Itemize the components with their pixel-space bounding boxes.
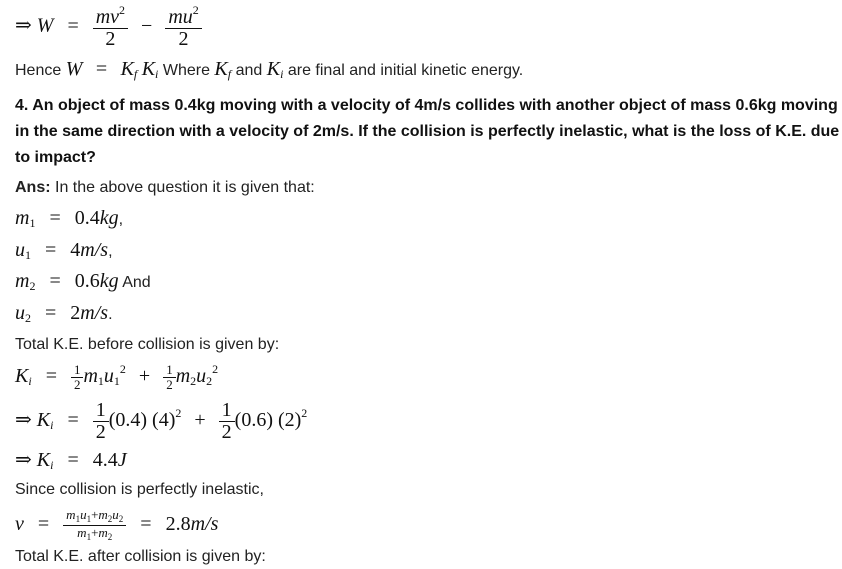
ke-after-label: Total K.E. after collision is given by: bbox=[15, 548, 266, 565]
ke-before-substitution: ⇒ $K_i$ = $\frac{1}{2}$ (0.4) $(4)^2$ + $\frac{1}{2}$ (0.6) $(2)^2$ bbox=[15, 399, 308, 443]
ke-before-result: ⇒ $K_i = 4.4J$ bbox=[15, 449, 127, 472]
given-u1: $u_1 = 4m/s$, bbox=[15, 239, 113, 262]
fraction-mv2: $\frac{mv^2}{2}$ bbox=[93, 4, 128, 50]
fraction-mu2: $\frac{mu^2}{2}$ bbox=[165, 4, 201, 50]
inelastic-label: Since collision is perfectly inelastic, bbox=[15, 481, 264, 498]
ke-before-formula: $K_i$ = $\frac{1}{2}$ $m_1u_1^2$ + $\frac{1}{2}$ $m_2u_2^2$ bbox=[15, 361, 219, 392]
work-equation: ⇒ W = $\frac{mv^2}{2}$ − $\frac{mu^2}{2}$ bbox=[15, 4, 202, 50]
velocity-formula: v = $\frac{m_1u_1+m_2u_2}{m_1+m_2}$ = 2.8m/s bbox=[15, 507, 219, 542]
given-m2: $m_2 = 0.6kg$ And bbox=[15, 270, 151, 293]
question-4: 4. An object of mass 0.4kg moving with a velocity of 4m/s collides with another object of mass 0.6kg moving in the same direction with a velocity of 2m/s. If the collision is perfectly inelastic, what is the loss of K.E. due to impact? bbox=[15, 97, 840, 166]
half-fraction: $\frac{1}{2}$ bbox=[219, 400, 235, 443]
given-m1: $m_1 = 0.4kg$, bbox=[15, 207, 124, 230]
answer-label: Ans: bbox=[15, 179, 51, 196]
half-fraction: $\frac{1}{2}$ bbox=[93, 400, 109, 443]
velocity-fraction: $\frac{m_1u_1+m_2u_2}{m_1+m_2}$ bbox=[63, 508, 126, 543]
ke-before-label: Total K.E. before collision is given by: bbox=[15, 336, 280, 353]
hence-statement: Hence $W = K_f$ $K_i$ Where $K_f$ and $K_i$ are final and initial kinetic energy. bbox=[15, 58, 524, 81]
half-fraction: $\frac{1}{2}$ bbox=[71, 363, 84, 393]
given-u2: $u_2 = 2m/s$. bbox=[15, 302, 113, 325]
answer-intro: Ans: In the above question it is given that: bbox=[15, 179, 315, 196]
half-fraction: $\frac{1}{2}$ bbox=[163, 363, 176, 393]
